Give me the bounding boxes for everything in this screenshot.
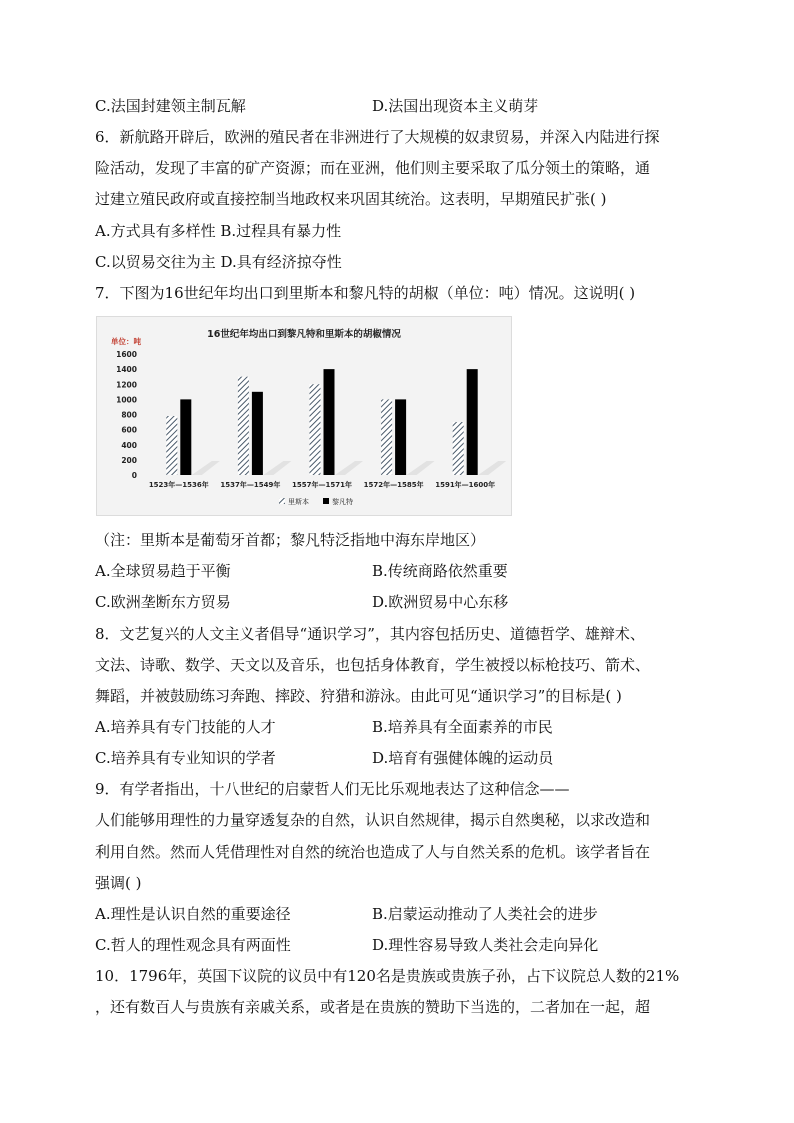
category-label: 1557年—1571年 <box>292 481 352 489</box>
q8-option-c: C.培养具有专业知识的学者 <box>95 749 276 767</box>
bar-levant <box>180 399 191 475</box>
bar-shadow <box>263 461 291 475</box>
y-tick-label: 400 <box>121 440 137 450</box>
legend-label: 里斯本 <box>288 498 309 506</box>
q10-stem-line-1: 10．1796年，英国下议院的议员中有120名是贵族或贵族子孙，占下议院总人数的21% <box>95 967 680 985</box>
q5-option-d: D.法国出现资本主义萌芽 <box>372 97 539 115</box>
y-tick-label: 1400 <box>116 365 137 375</box>
q7-stem: 7．下图为16世纪年均出口到里斯本和黎凡特的胡椒（单位：吨）情况。这说明( ) <box>95 284 636 302</box>
y-tick-label: 200 <box>121 455 137 465</box>
q6-options-ab: A.方式具有多样性 B.过程具有暴力性 <box>95 222 342 240</box>
pepper-export-chart <box>96 316 512 516</box>
q8-option-a: A.培养具有专门技能的人才 <box>95 718 276 736</box>
q7-option-c: C.欧洲垄断东方贸易 <box>95 593 231 611</box>
bar-levant <box>252 392 263 475</box>
q7-option-d: D.欧洲贸易中心东移 <box>372 593 509 611</box>
q6-stem-line-2: 险活动，发现了丰富的矿产资源；而在亚洲，他们则主要采取了瓜分领土的策略，通 <box>95 159 651 177</box>
category-label: 1523年—1536年 <box>148 481 209 489</box>
bar-lisbon <box>453 422 464 475</box>
bar-lisbon <box>238 377 249 475</box>
q8-stem-line-3: 舞蹈，并被鼓励练习奔跑、摔跤、狩猎和游泳。由此可见“通识学习”的目标是( ) <box>95 687 622 705</box>
bar-levant <box>467 369 478 475</box>
y-tick-label: 800 <box>121 410 137 420</box>
q9-stem-line-3: 利用自然。然而人凭借理性对自然的统治也造成了人与自然关系的危机。该学者旨在 <box>95 843 651 861</box>
chart-svg <box>97 317 511 515</box>
q9-stem-line-2: 人们能够用理性的力量穿透复杂的自然，认识自然规律，揭示自然奥秘，以求改造和 <box>95 811 651 829</box>
q9-option-d: D.理性容易导致人类社会走向异化 <box>372 936 599 954</box>
legend-swatch-lisbon <box>279 498 285 504</box>
q7-option-b: B.传统商路依然重要 <box>372 562 508 580</box>
y-tick-label: 1000 <box>116 395 137 405</box>
chart-unit-label: 单位：吨 <box>111 337 141 346</box>
chart-title: 16世纪年均出口到黎凡特和里斯本的胡椒情况 <box>207 329 401 340</box>
q8-stem-line-2: 文法、诗歌、数学、天文以及音乐，也包括身体教育，学生被授以标枪技巧、箭术、 <box>95 656 651 674</box>
category-label: 1572年—1585年 <box>363 481 424 489</box>
q9-stem-line-4: 强调( ) <box>95 874 142 892</box>
category-label: 1537年—1549年 <box>220 481 281 489</box>
q5-option-c: C.法国封建领主制瓦解 <box>95 97 246 115</box>
q6-stem-line-1: 6．新航路开辟后，欧洲的殖民者在非洲进行了大规模的奴隶贸易，并深入内陆进行探 <box>95 128 660 146</box>
q8-option-d: D.培育有强健体魄的运动员 <box>372 749 554 767</box>
q9-option-b: B.启蒙运动推动了人类社会的进步 <box>372 905 598 923</box>
bar-lisbon <box>381 399 392 475</box>
legend-swatch-levant <box>323 498 329 504</box>
y-tick-label: 1200 <box>116 380 137 390</box>
bar-lisbon <box>310 384 321 475</box>
q6-stem-line-3: 过建立殖民政府或直接控制当地政权来巩固其统治。这表明，早期殖民扩张( ) <box>95 190 607 208</box>
category-label: 1591年—1600年 <box>435 481 496 489</box>
bar-levant <box>395 399 406 475</box>
q8-stem-line-1: 8．文艺复兴的人文主义者倡导“通识学习”，其内容包括历史、道德哲学、雄辩术、 <box>95 625 645 643</box>
bar-levant <box>324 369 335 475</box>
bar-lisbon <box>166 416 177 475</box>
q7-note: （注：里斯本是葡萄牙首都；黎凡特泛指地中海东岸地区） <box>95 531 486 549</box>
bar-shadow <box>335 461 363 475</box>
bar-shadow <box>192 461 220 475</box>
q9-stem-line-1: 9．有学者指出，十八世纪的启蒙哲人们无比乐观地表达了这种信念—— <box>95 780 570 798</box>
y-tick-label: 600 <box>121 425 137 435</box>
q9-option-a: A.理性是认识自然的重要途径 <box>95 905 291 923</box>
q6-options-cd: C.以贸易交往为主 D.具有经济掠夺性 <box>95 253 342 271</box>
bar-shadow <box>407 461 435 475</box>
bar-shadow <box>478 461 506 475</box>
y-tick-label: 0 <box>131 471 137 480</box>
legend-label: 黎凡特 <box>332 498 353 506</box>
q9-option-c: C.哲人的理性观念具有两面性 <box>95 936 291 954</box>
y-tick-label: 1600 <box>116 350 137 359</box>
q8-option-b: B.培养具有全面素养的市民 <box>372 718 553 736</box>
q10-stem-line-2: ，还有数百人与贵族有亲戚关系，或者是在贵族的赞助下当选的，二者加在一起，超 <box>95 998 651 1016</box>
q7-option-a: A.全球贸易趋于平衡 <box>95 562 231 580</box>
